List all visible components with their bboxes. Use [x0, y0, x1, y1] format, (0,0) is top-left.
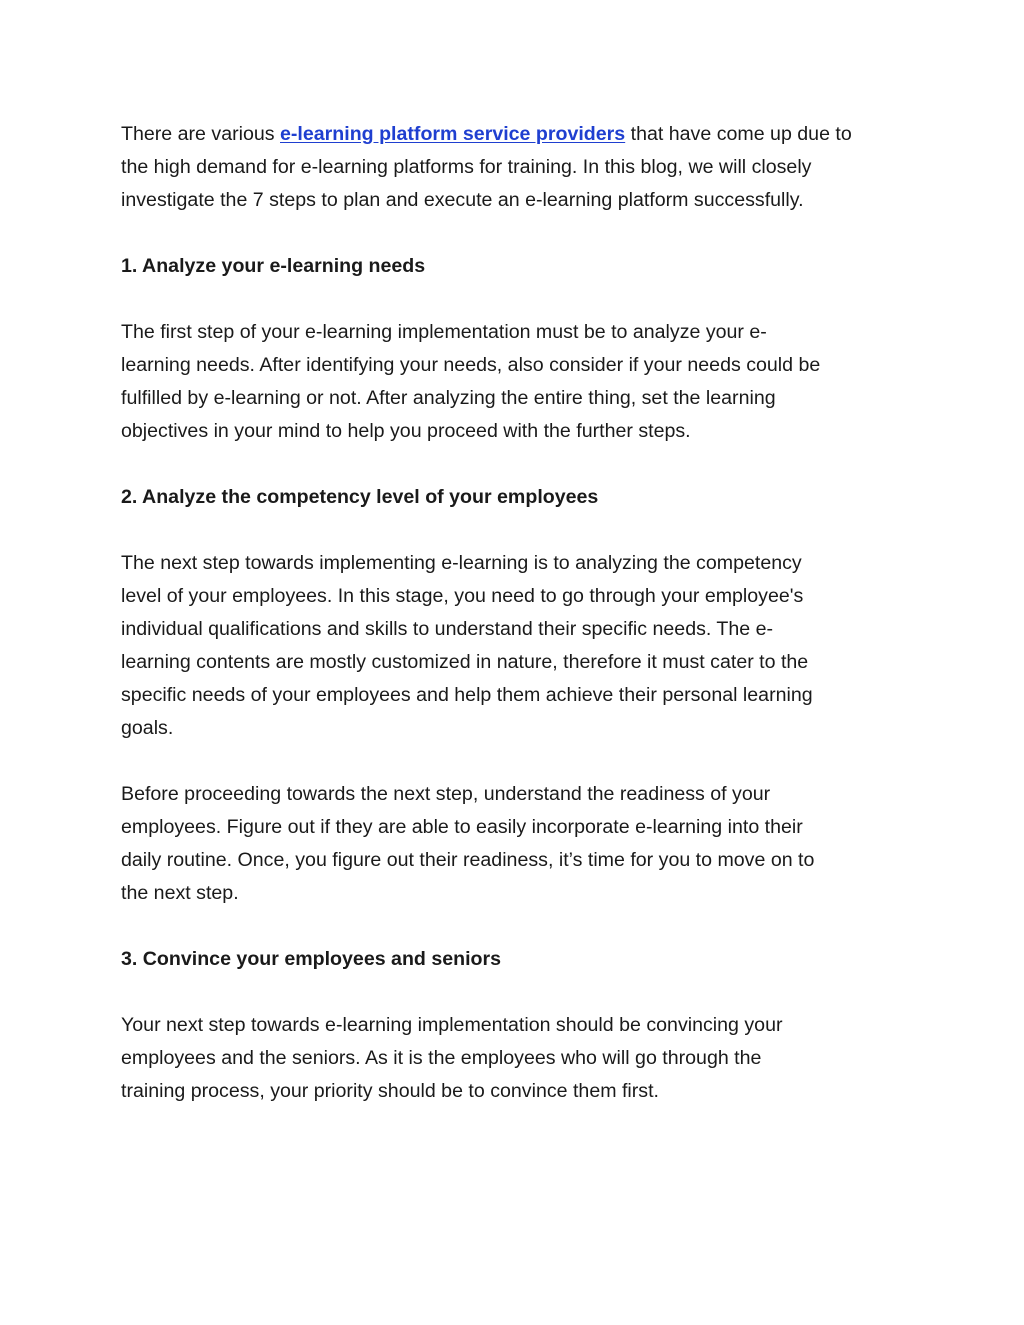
section-1-heading: 1. Analyze your e-learning needs — [121, 255, 426, 277]
document-body — [121, 118, 911, 1141]
section-2-paragraph-2 — [121, 778, 911, 910]
paragraph-line: Your next step towards e-learning implementation should be convincing your — [121, 1014, 783, 1036]
paragraph-line: learning contents are mostly customized in nature, therefore it must cater to the — [121, 651, 809, 673]
service-providers-link[interactable]: e-learning platform service providers — [280, 123, 626, 145]
paragraph-line: The first step of your e-learning implementation must be to analyze your e- — [121, 321, 767, 343]
paragraph-line: level of your employees. In this stage, you need to go through your employee's — [121, 585, 804, 607]
intro-paragraph — [121, 118, 911, 217]
paragraph-line: individual qualifications and skills to understand their specific needs. The e- — [121, 618, 774, 640]
paragraph-line: the next step. — [121, 882, 239, 904]
section-2-paragraph-1 — [121, 547, 911, 745]
paragraph-line: training process, your priority should be to convince them first. — [121, 1080, 659, 1102]
section-3-paragraph — [121, 1009, 911, 1108]
paragraph-line: The next step towards implementing e-learning is to analyzing the competency — [121, 552, 802, 574]
paragraph-line: Before proceeding towards the next step, understand the readiness of your — [121, 783, 771, 805]
paragraph-line: daily routine. Once, you figure out their readiness, it’s time for you to move on to — [121, 849, 815, 871]
intro-line-1 — [121, 118, 911, 151]
paragraph-line: specific needs of your employees and help them achieve their personal learning — [121, 684, 813, 706]
paragraph-line: objectives in your mind to help you proceed with the further steps. — [121, 420, 691, 442]
section-3-heading: 3. Convince your employees and seniors — [121, 948, 502, 970]
paragraph-line: employees and the seniors. As it is the employees who will go through the — [121, 1047, 762, 1069]
intro-text-before-link: There are various — [121, 123, 280, 145]
paragraph-line: employees. Figure out if they are able to easily incorporate e-learning into their — [121, 816, 803, 838]
intro-line-3: investigate the 7 steps to plan and execute an e-learning platform successfully. — [121, 189, 804, 211]
intro-line-2: the high demand for e-learning platforms for training. In this blog, we will closely — [121, 156, 812, 178]
paragraph-line: learning needs. After identifying your needs, also consider if your needs could be — [121, 354, 821, 376]
paragraph-line: fulfilled by e-learning or not. After analyzing the entire thing, set the learning — [121, 387, 776, 409]
paragraph-line: goals. — [121, 717, 174, 739]
section-2-heading: 2. Analyze the competency level of your employees — [121, 486, 599, 508]
intro-text-after-link: that have come up due to — [625, 123, 852, 145]
section-1-paragraph — [121, 316, 911, 448]
